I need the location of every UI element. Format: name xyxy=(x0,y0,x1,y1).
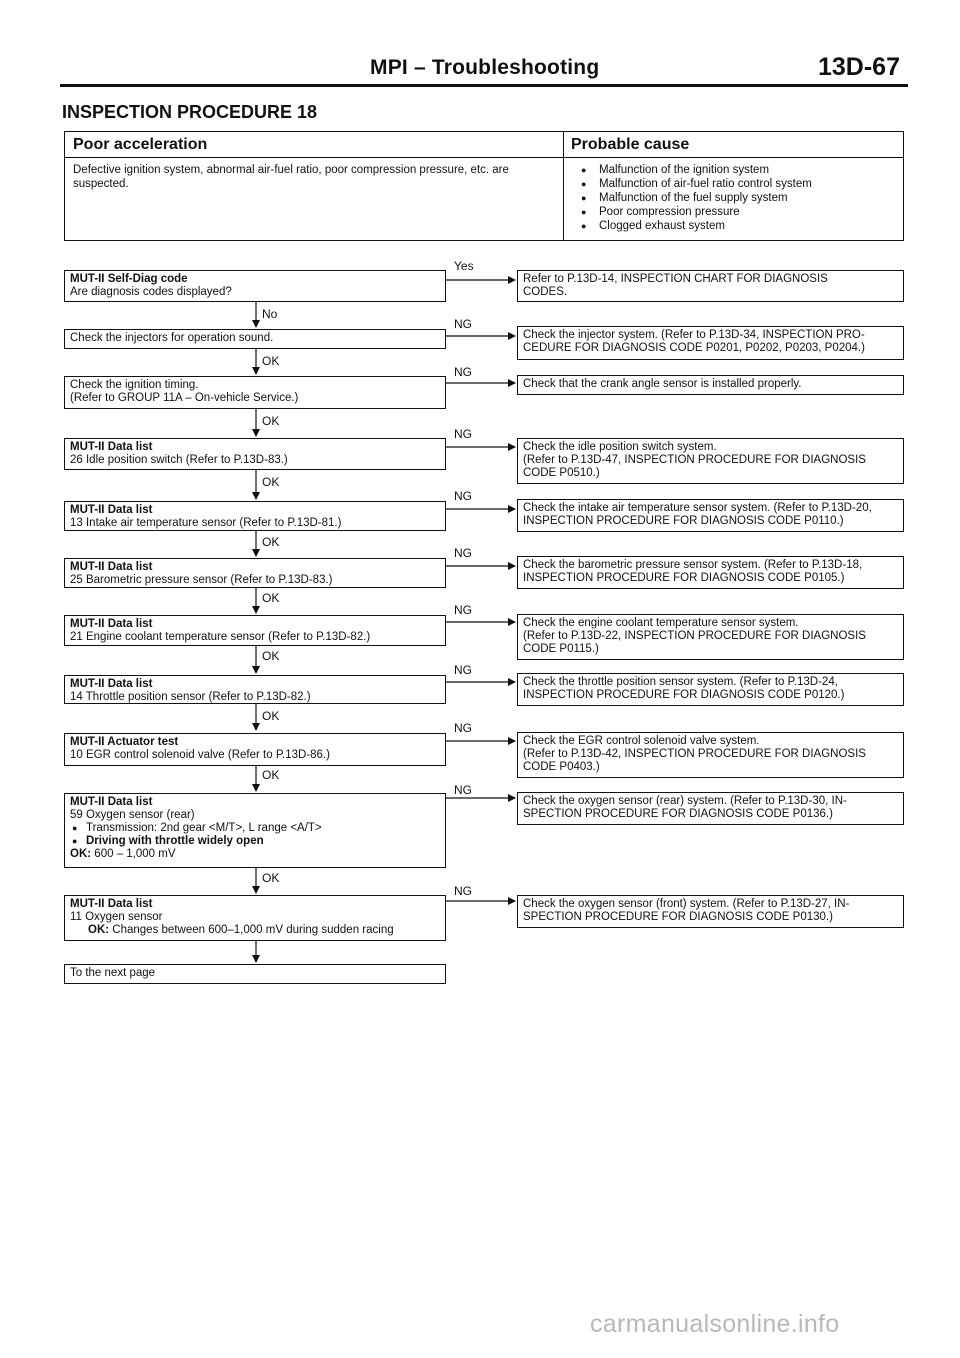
flow-label: OK xyxy=(262,649,280,663)
result-box: Check the idle position switch system. (Refer to P.13D-47, INSPECTION PROCEDURE FOR DIAGNOSIS CODE P0510.) xyxy=(517,438,904,484)
flow-label: OK xyxy=(262,475,280,489)
flow-label: OK xyxy=(262,535,280,549)
branch-label: NG xyxy=(454,663,472,677)
branch-label: Yes xyxy=(454,259,474,273)
result-box: Check that the crank angle sensor is installed properly. xyxy=(517,375,904,395)
step-barometric: MUT-II Data list 25 Barometric pressure sensor (Refer to P.13D-83.) xyxy=(64,558,446,588)
branch-label: NG xyxy=(454,489,472,503)
result-box: Check the throttle position sensor system. (Refer to P.13D-24, INSPECTION PROCEDURE FOR DIAGNOSIS CODE P0120.) xyxy=(517,673,904,706)
result-box: Check the injector system. (Refer to P.13D-34, INSPECTION PRO- CEDURE FOR DIAGNOSIS CODE P0201, P0202, P0203, P0204.) xyxy=(517,326,904,360)
branch-label: NG xyxy=(454,783,472,797)
page-code: 13D-67 xyxy=(818,53,900,81)
cause-header: Probable cause xyxy=(563,132,903,158)
condition-list xyxy=(70,822,440,848)
ok-label: OK: xyxy=(70,848,92,860)
flow-label: OK xyxy=(262,414,280,428)
branch-label: NG xyxy=(454,546,472,560)
cause-item: ● Clogged exhaust system xyxy=(581,219,895,233)
watermark: carmanualsonline.info xyxy=(590,1310,840,1338)
step-ignition-timing: Check the ignition timing. (Refer to GROUP 11A – On-vehicle Service.) xyxy=(64,376,446,409)
condition-item: ● Driving with throttle widely open xyxy=(70,835,440,848)
cause-item: ● Malfunction of the fuel supply system xyxy=(581,191,895,205)
step-oxygen-front: MUT-II Data list 11 Oxygen sensor OK: Changes between 600–1,000 mV during sudden racing xyxy=(64,895,446,941)
result-box: Check the oxygen sensor (front) system. (Refer to P.13D-27, IN- SPECTION PROCEDURE FOR DIAGNOSIS CODE P0130.) xyxy=(517,895,904,928)
result-box: Check the intake air temperature sensor system. (Refer to P.13D-20, INSPECTION PROCEDURE FOR DIAGNOSIS CODE P0110.) xyxy=(517,499,904,532)
cause-item: ● Malfunction of air-fuel ratio control system xyxy=(581,177,895,191)
step-intake-air-temp: MUT-II Data list 13 Intake air temperature sensor (Refer to P.13D-81.) xyxy=(64,501,446,531)
step-egr-solenoid: MUT-II Actuator test 10 EGR control solenoid valve (Refer to P.13D-86.) xyxy=(64,733,446,766)
symptom-description: Defective ignition system, abnormal air-fuel ratio, poor compression pressure, etc. are suspected. xyxy=(73,164,509,190)
result-box: Check the engine coolant temperature sensor system. (Refer to P.13D-22, INSPECTION PROCEDURE FOR DIAGNOSIS CODE P0115.) xyxy=(517,614,904,660)
branch-label: NG xyxy=(454,317,472,331)
ok-label: OK: xyxy=(88,924,110,936)
flow-label: No xyxy=(262,307,278,321)
step-throttle-position: MUT-II Data list 14 Throttle position sensor (Refer to P.13D-82.) xyxy=(64,675,446,704)
condition-item: ● Transmission: 2nd gear <M/T>, L range <A/T> xyxy=(70,822,440,835)
result-box: Refer to P.13D-14, INSPECTION CHART FOR DIAGNOSIS CODES. xyxy=(517,270,904,302)
cause-item: ● Poor compression pressure xyxy=(581,205,895,219)
flow-label: OK xyxy=(262,354,280,368)
step-oxygen-rear: MUT-II Data list 59 Oxygen sensor (rear) ● Transmission: 2nd gear <M/T>, L range <A/T> ● Driving with throttle widely open OK: 600 – 1,000 mV xyxy=(64,793,446,868)
cause-item: ● Malfunction of the ignition system xyxy=(581,163,895,177)
result-box: Check the EGR control solenoid valve system. (Refer to P.13D-42, INSPECTION PROCEDURE FOR DIAGNOSIS CODE P0403.) xyxy=(517,732,904,778)
flow-label: OK xyxy=(262,871,280,885)
branch-label: NG xyxy=(454,427,472,441)
page-title: MPI – Troubleshooting xyxy=(370,56,600,79)
result-box: Check the oxygen sensor (rear) system. (Refer to P.13D-30, IN- SPECTION PROCEDURE FOR DIAGNOSIS CODE P0136.) xyxy=(517,792,904,825)
flow-label: OK xyxy=(262,591,280,605)
step-idle-switch: MUT-II Data list 26 Idle position switch (Refer to P.13D-83.) xyxy=(64,438,446,470)
flow-label: OK xyxy=(262,768,280,782)
branch-label: NG xyxy=(454,884,472,898)
procedure-title: INSPECTION PROCEDURE 18 xyxy=(62,102,318,122)
branch-label: NG xyxy=(454,721,472,735)
branch-label: NG xyxy=(454,603,472,617)
ok-value: 600 – 1,000 mV xyxy=(94,848,176,860)
step-self-diag: MUT-II Self-Diag code Are diagnosis codes displayed? xyxy=(64,270,446,302)
result-box: Check the barometric pressure sensor system. (Refer to P.13D-18, INSPECTION PROCEDURE FOR DIAGNOSIS CODE P0105.) xyxy=(517,556,904,589)
step-coolant-temp: MUT-II Data list 21 Engine coolant temperature sensor (Refer to P.13D-82.) xyxy=(64,615,446,646)
branch-label: NG xyxy=(454,365,472,379)
symptom-header: Poor acceleration xyxy=(65,132,563,158)
step-injectors: Check the injectors for operation sound. xyxy=(64,329,446,349)
next-page-box: To the next page xyxy=(64,964,446,984)
flow-label: OK xyxy=(262,709,280,723)
ok-value: Changes between 600–1,000 mV during sudden racing xyxy=(112,924,394,936)
